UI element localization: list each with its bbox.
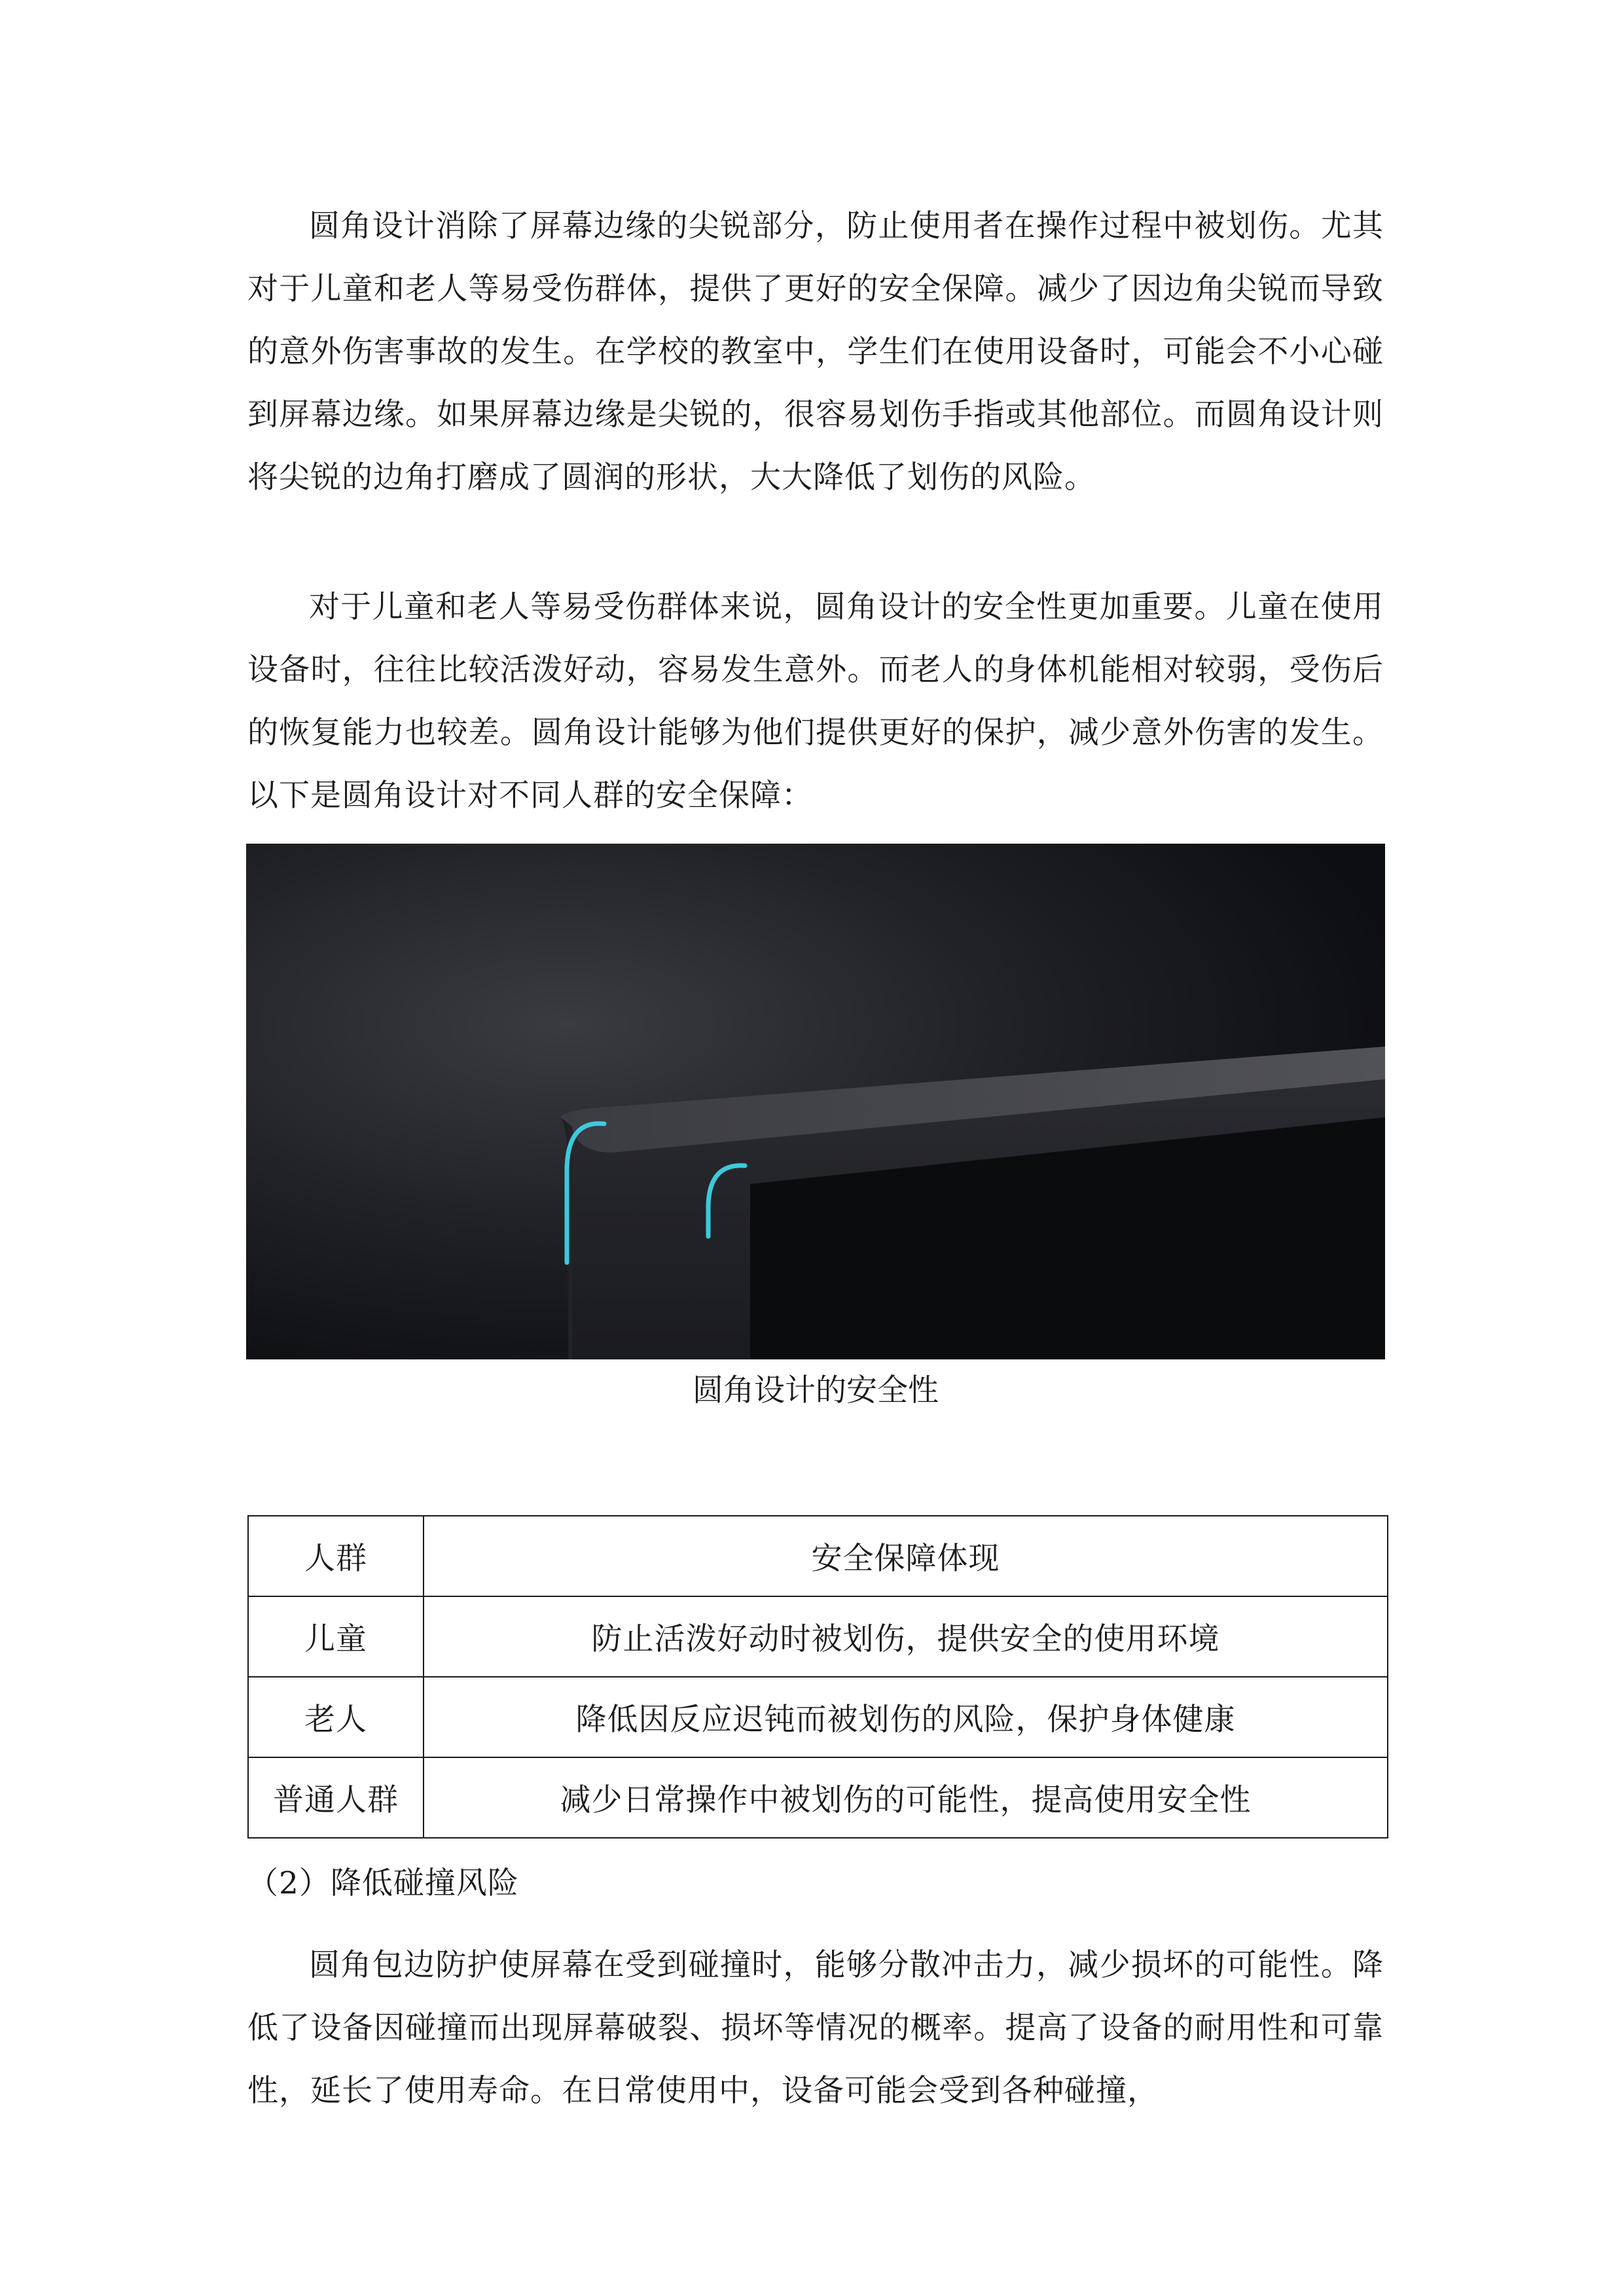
rounded-corner-photo bbox=[246, 844, 1385, 1359]
table-cell-safety: 降低因反应迟钝而被划伤的风险，保护身体健康 bbox=[424, 1677, 1388, 1757]
paragraph-collision-risk: 圆角包边防护使屏幕在受到碰撞时，能够分散冲击力，减少损坏的可能性。降低了设备因碰撞而出现屏幕破裂、损坏等情况的概率。提高了设备的耐用性和可靠性，延长了使用寿命。在日常使用中，设备可能会受到各种碰撞， bbox=[247, 1947, 1384, 2109]
safety-table bbox=[247, 1515, 1388, 1839]
rounded-corner-illustration bbox=[246, 844, 1385, 1359]
table-cell-safety: 减少日常操作中被划伤的可能性，提高使用安全性 bbox=[424, 1757, 1388, 1838]
figure-caption: 圆角设计的安全性 bbox=[693, 1372, 939, 1408]
table-header-safety: 安全保障体现 bbox=[424, 1516, 1388, 1596]
section-heading: （2）降低碰撞风险 bbox=[247, 1865, 519, 1901]
table-row bbox=[248, 1677, 1388, 1757]
paragraph-rounded-corner-safety: 圆角设计消除了屏幕边缘的尖锐部分，防止使用者在操作过程中被划伤。尤其对于儿童和老人等易受伤群体，提供了更好的安全保障。减少了因边角尖锐而导致的意外伤害事故的发生。在学校的教室中，学生们在使用设备时，可能会不小心碰到屏幕边缘。如果屏幕边缘是尖锐的，很容易划伤手指或其他部位。而圆角设计则将尖锐的边角打磨成了圆润的形状，大大降低了划伤的风险。 bbox=[247, 208, 1384, 495]
table-cell-group: 儿童 bbox=[248, 1596, 424, 1677]
table-row bbox=[248, 1757, 1388, 1838]
table-header-group: 人群 bbox=[248, 1516, 424, 1596]
paragraph-vulnerable-groups: 对于儿童和老人等易受伤群体来说，圆角设计的安全性更加重要。儿童在使用设备时，往往比较活泼好动，容易发生意外。而老人的身体机能相对较弱，受伤后的恢复能力也较差。圆角设计能够为他们提供更好的保护，减少意外伤害的发生。以下是圆角设计对不同人群的安全保障： bbox=[247, 589, 1384, 814]
table-row bbox=[248, 1596, 1388, 1677]
table-cell-safety: 防止活泼好动时被划伤，提供安全的使用环境 bbox=[424, 1596, 1388, 1677]
table-header-row bbox=[248, 1516, 1388, 1596]
table-cell-group: 普通人群 bbox=[248, 1757, 424, 1838]
table-cell-group: 老人 bbox=[248, 1677, 424, 1757]
